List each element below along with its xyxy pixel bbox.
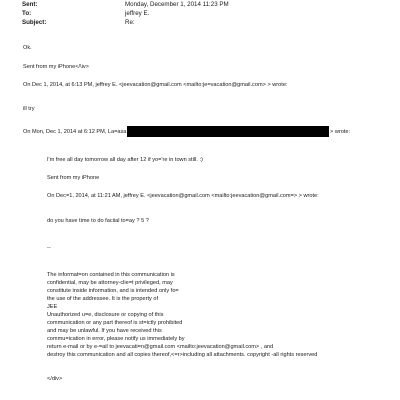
quote-header-1: On Dec 1, 2014, at 6:13 PM, jeffrey E. <jeevacation@gmail.com <mailto:je=vacation@gmail.com> > wrote: <box>23 82 288 88</box>
to-label: To: <box>22 10 32 17</box>
disclaimer-line: Unauthorized u=e, disclosure or copying of this <box>47 312 164 318</box>
subject-row <box>22 19 382 27</box>
body-ok: Ok. <box>23 45 32 51</box>
to-row <box>22 10 382 18</box>
quote-header-2-end: > wrote: <box>330 129 351 135</box>
closing-div-tag: </div> <box>47 376 63 382</box>
quote-header-3: On Dec=1, 2014, at 11:21 AM, jeffrey E. <jeevacation@gmail.com <mailto:jeevacation@gmail.com=> > wrote: <box>47 193 319 199</box>
signature-dashes: -- <box>47 245 51 251</box>
sent-from-iphone-2: Sent from my iPhone <box>47 175 100 181</box>
disclaimer-line: confidential, may be attorney-clie=t privileged, may <box>47 280 173 286</box>
subject-value: Re: <box>125 19 135 26</box>
sent-from-iphone-1: Sent from my iPhone</\iv> <box>23 64 89 70</box>
disclaimer-line: communication or any part thereof is st=ictly prohibited <box>47 320 183 326</box>
quote-header-2-start: On Mon, Dec 1, 2014 at 6:12 PM, La=asa <box>23 129 127 135</box>
disclaimer-line: the use of the addressee. It is the property of <box>47 296 159 302</box>
sent-row <box>22 1 382 9</box>
disclaimer-line: The informat=on contained in this communication is <box>47 272 175 278</box>
body-free-all-day: I'm free all day tomorrow all day after 12 if yo='re in town still. :) <box>47 157 203 163</box>
disclaimer-line: return e-mail or by e-=ail to jeevacati=n@gmail.com <mailto:jeevacation@gmail.com> , and <box>47 344 274 350</box>
subject-label: Subject: <box>22 19 47 26</box>
sent-label: Sent: <box>22 1 38 8</box>
body-ill-try: ill try <box>23 106 35 112</box>
to-value: jeffrey E. <box>125 10 150 17</box>
body-facial-question: do you have time to do faciial to=ay ? 5 ? <box>47 218 149 224</box>
disclaimer-line: destroy this communication and all copies thereof,<=r>including all attachments. copyright -all rights reserved <box>47 352 318 358</box>
disclaimer-line: commu=ication in error, please notify us immediately by <box>47 336 185 342</box>
disclaimer-line: constitute inside information, and is intended only fo= <box>47 288 179 294</box>
redaction-block <box>127 126 329 137</box>
disclaimer-line: and may be unlawful. If you have received this <box>47 328 162 334</box>
disclaimer-line: JEE <box>47 304 58 310</box>
sent-value: Monday, December 1, 2014 11:23 PM <box>125 1 229 8</box>
